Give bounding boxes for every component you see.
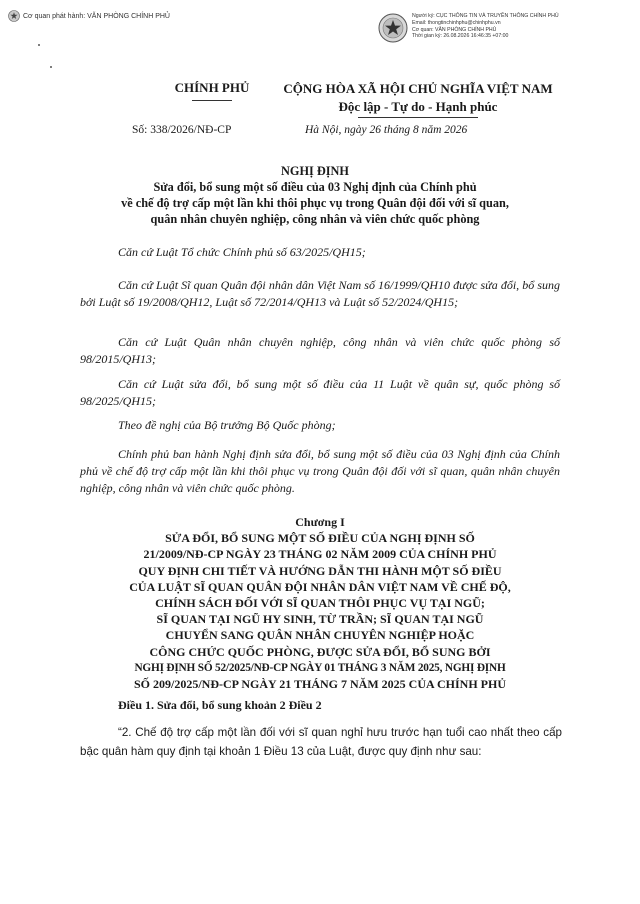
preamble-paragraph: Theo đề nghị của Bộ trưởng Bộ Quốc phòng; (118, 418, 336, 432)
document-title (80, 163, 550, 227)
preamble-paragraph: Căn cứ Luật Tổ chức Chính phủ số 63/2025/QH15; (118, 245, 366, 259)
chapter-title-line: CHÍNH SÁCH ĐỐI VỚI SĨ QUAN THÔI PHỤC VỤ TẠI NGŨ; (155, 596, 485, 611)
place-date: Hà Nội, ngày 26 tháng 8 năm 2026 (305, 124, 468, 136)
document-number: Số: 338/2026/NĐ-CP (132, 124, 232, 136)
chapter-title-line: CHUYỂN SANG QUÂN NHÂN CHUYÊN NGHIỆP HOẶC (165, 628, 475, 643)
chapter-title-line: SỬA ĐỔI, BỔ SUNG MỘT SỐ ĐIỀU CỦA NGHỊ ĐỊNH SỐ (165, 531, 475, 546)
motto-slogan: Độc lập - Tự do - Hạnh phúc (338, 99, 498, 114)
preamble-paragraph: Chính phủ ban hành Nghị định sửa đổi, bổ sung một số điều của 03 Nghị định của Chính phủ về chế độ trợ cấp một lần khi thôi phục vụ trong Quân đội đối với sĩ quan, quân nhân chuyên nghiệp, công nhân và viên chức quốc phòng. (80, 447, 560, 495)
title-line: Sửa đổi, bổ sung một số điều của 03 Nghị định của Chính phủ (153, 180, 477, 194)
national-motto (258, 80, 578, 116)
chapter-title-line: CỦA LUẬT SĨ QUAN QUÂN ĐỘI NHÂN DÂN VIỆT NAM VỀ CHẾ ĐỘ, (129, 579, 511, 594)
national-emblem-icon (8, 10, 20, 22)
chapter-title-line: NGHỊ ĐỊNH SỐ 52/2025/NĐ-CP NGÀY 01 THÁNG 3 NĂM 2025, NGHỊ ĐỊNH (134, 661, 506, 674)
signature-line: Cơ quan: VĂN PHÒNG CHÍNH PHỦ (412, 26, 497, 33)
title-line: về chế độ trợ cấp một lần khi thôi phục vụ trong Quân đội đối với sĩ quan, (121, 196, 509, 210)
article-heading: Điều 1. Sửa đổi, bổ sung khoản 2 Điều 2 (118, 698, 322, 712)
preamble-paragraph: Căn cứ Luật Sĩ quan Quân đội nhân dân Việt Nam số 16/1999/QH10 được sửa đổi, bổ sung bởi Luật số 19/2008/QH12, Luật số 72/2014/QH13 và Luật số 52/2024/QH15; (80, 278, 560, 309)
chapter-title-line: 21/2009/NĐ-CP NGÀY 23 THÁNG 02 NĂM 2009 CỦA CHÍNH PHỦ (143, 547, 497, 562)
signature-line: Người ký: CỤC THÔNG TIN VÀ TRUYỀN THÔNG CHÍNH PHỦ (412, 13, 559, 19)
national-emblem-icon (378, 13, 408, 43)
issuer-stamp (8, 10, 170, 22)
motto-underline (358, 117, 478, 118)
document-kind: NGHỊ ĐỊNH (281, 164, 349, 178)
preamble-paragraph: Căn cứ Luật sửa đổi, bổ sung một số điều của 11 Luật về quân sự, quốc phòng số 98/2025/QH15; (80, 377, 560, 408)
chapter-title-line: SỐ 209/2025/NĐ-CP NGÀY 21 THÁNG 7 NĂM 2025 CỦA CHÍNH PHỦ (133, 677, 506, 692)
chapter-heading (80, 514, 560, 692)
chapter-title-line: SĨ QUAN TẠI NGŨ HY SINH, TỪ TRẦN; SĨ QUAN TẠI NGŨ (156, 612, 484, 627)
signature-line: Thời gian ký: 26.08.2026 16:46:35 +07:00 (412, 33, 509, 40)
agency-name: CHÍNH PHỦ (174, 80, 250, 95)
signature-lines (412, 13, 559, 43)
agency-underline (192, 100, 232, 101)
chapter-title-line: QUY ĐỊNH CHI TIẾT VÀ HƯỚNG DẪN THI HÀNH MỘT SỐ ĐIỀU (138, 563, 502, 578)
article-body: “2. Chế độ trợ cấp một lần đối với sĩ quan nghỉ hưu trước hạn tuổi cao nhất theo cấp bậc quân hàm quy định tại khoản 1 Điều 13 của Luật, được quy định như sau: (80, 726, 562, 758)
motto-country: CỘNG HÒA XÃ HỘI CHỦ NGHĨA VIỆT NAM (283, 81, 553, 96)
digital-signature-stamp (378, 13, 640, 43)
chapter-label: Chương I (295, 515, 345, 529)
title-line: quân nhân chuyên nghiệp, công nhân và viên chức quốc phòng (150, 212, 480, 226)
preamble-paragraph: Căn cứ Luật Quân nhân chuyên nghiệp, công nhân và viên chức quốc phòng số 98/2015/QH13; (80, 335, 560, 366)
scan-speck (38, 44, 40, 46)
chapter-title-line: CÔNG CHỨC QUỐC PHÒNG, ĐƯỢC SỬA ĐỔI, BỔ SUNG BỞI (149, 644, 491, 659)
issuer-text: Cơ quan phát hành: VĂN PHÒNG CHÍNH PHỦ (23, 12, 170, 20)
scan-speck (50, 66, 52, 68)
signature-line: Email: thongtinchinhphu@chinhphu.vn (412, 19, 501, 26)
